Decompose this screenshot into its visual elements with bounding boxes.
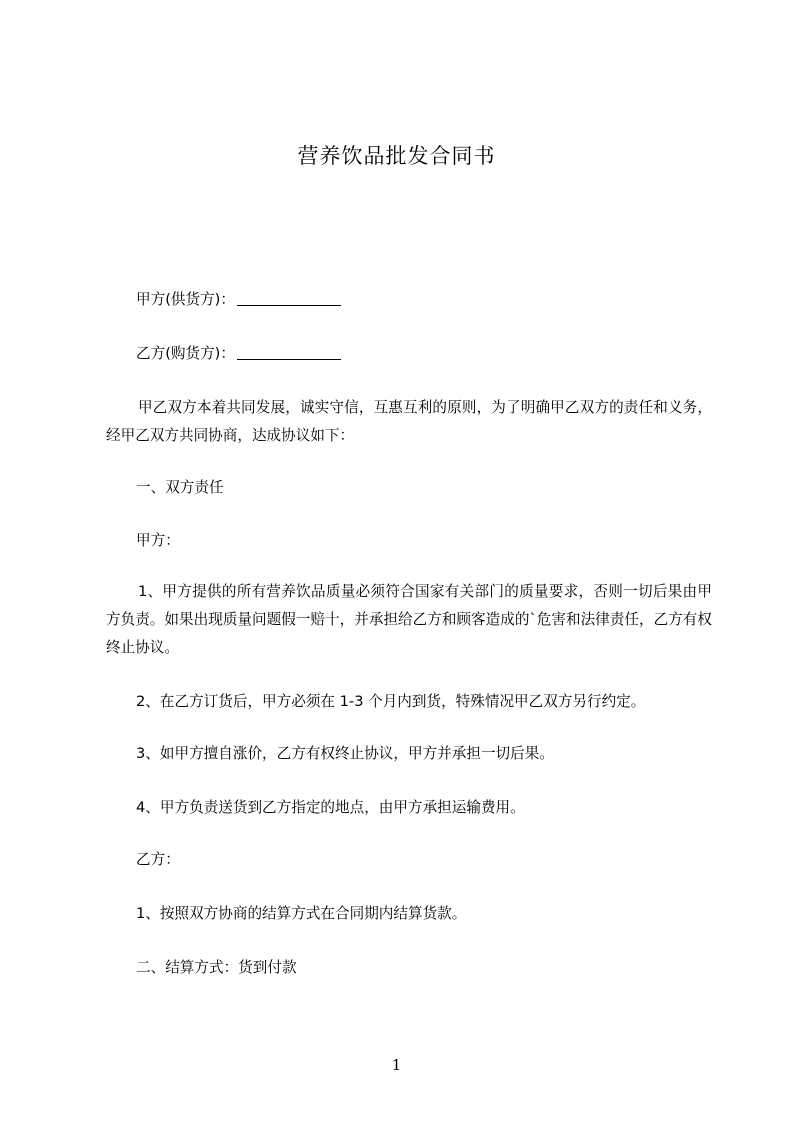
party-b-blank bbox=[237, 344, 341, 360]
party-a-clause-3: 3、如甲方擅自涨价，乙方有权终止协议，甲方并承担一切后果。 bbox=[136, 745, 554, 762]
section2-heading: 二、结算方式：货到付款 bbox=[136, 959, 297, 976]
party-b-line bbox=[136, 340, 746, 368]
party-b-clause-1: 1、按照双方协商的结算方式在合同期内结算货款。 bbox=[136, 905, 467, 922]
party-a-clause-2: 2、在乙方订货后，甲方必须在 1-3 个月内到货，特殊情况甲乙双方另行约定。 bbox=[136, 693, 646, 710]
document-title: 营养饮品批发合同书 bbox=[297, 144, 496, 168]
party-a-clause-4: 4、甲方负责送货到乙方指定的地点，由甲方承担运输费用。 bbox=[136, 799, 525, 816]
party-b-label: 乙方(购货方)： bbox=[136, 345, 235, 362]
page-number: 1 bbox=[391, 1056, 402, 1074]
section1-heading: 一、双方责任 bbox=[136, 479, 224, 496]
party-a-heading: 甲方： bbox=[136, 532, 180, 549]
party-a-clause-1: 1、甲方提供的所有营养饮品质量必须符合国家有关部门的质量要求，否则一切后果由甲方负责。如果出现质量问题假一赔十，并承担给乙方和顾客造成的`危害和法律责任，乙方有权终止协议。 bbox=[106, 583, 712, 656]
party-a-label: 甲方(供货方)： bbox=[136, 291, 235, 308]
party-a-line bbox=[136, 286, 746, 314]
party-b-heading: 乙方： bbox=[136, 851, 180, 868]
party-a-blank bbox=[237, 290, 341, 306]
intro-paragraph: 甲乙双方本着共同发展，诚实守信，互惠互利的原则，为了明确甲乙双方的责任和义务，经甲乙双方共同协商，达成协议如下： bbox=[106, 399, 712, 444]
